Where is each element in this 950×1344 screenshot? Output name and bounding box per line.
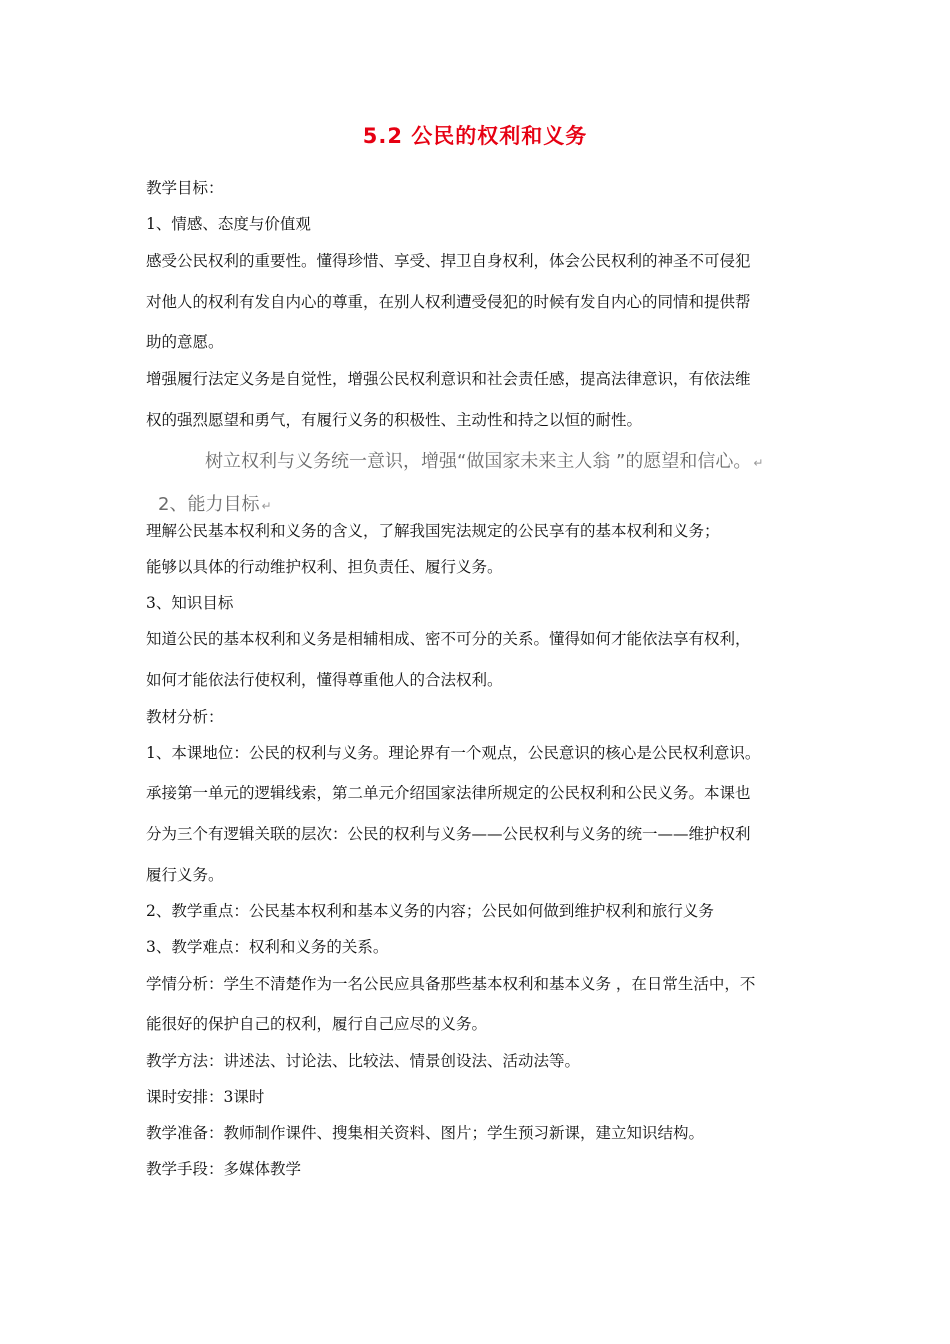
text-line: 能够以具体的行动维护权利、担负责任、履行义务。 [146, 558, 503, 576]
text-line: 教学手段：多媒体教学 [146, 1160, 302, 1178]
text-line: 履行义务。 [146, 866, 224, 884]
text-line: 1、本课地位：公民的权利与义务。理论界有一个观点，公民意识的核心是公民权利意识。 [146, 744, 761, 762]
document-title: 5.2 公民的权利和义务 [362, 124, 588, 148]
return-mark: ↵ [261, 499, 272, 513]
text-line: 如何才能依法行使权利，懂得尊重他人的合法权利。 [146, 671, 503, 689]
text-line: 知道公民的基本权利和义务是相辅相成、密不可分的关系。懂得如何才能依法享有权利， [146, 630, 751, 648]
text-line: 教学方法：讲述法、讨论法、比较法、情景创设法、活动法等。 [146, 1052, 581, 1070]
text-line: 3、知识目标 [146, 594, 234, 612]
text-line: 感受公民权利的重要性。懂得珍惜、享受、捍卫自身权利，体会公民权利的神圣不可侵犯 [146, 252, 751, 270]
text-line: 助的意愿。 [146, 333, 224, 351]
text-line: 2、教学重点：公民基本权利和基本义务的内容；公民如何做到维护权利和旅行义务 [146, 902, 714, 920]
text-line: 课时安排：3课时 [146, 1088, 265, 1106]
text-line: 1、情感、态度与价值观 [146, 215, 311, 233]
text-line: 教学准备：教师制作课件、搜集相关资料、图片；学生预习新课，建立知识结构。 [146, 1124, 705, 1142]
text-line: 3、教学难点：权利和义务的关系。 [146, 938, 389, 956]
text-line: 理解公民基本权利和义务的含义，了解我国宪法规定的公民享有的基本权利和义务； [146, 522, 720, 540]
text-line: 教材分析： [146, 708, 224, 726]
text-line: 对他人的权利有发自内心的尊重，在别人权利遭受侵犯的时候有发自内心的同情和提供帮 [146, 293, 751, 311]
text-line: 增强履行法定义务是自觉性，增强公民权利意识和社会责任感，提高法律意识，有依法维 [146, 370, 751, 388]
return-mark: ↵ [753, 456, 764, 470]
text-line: 权的强烈愿望和勇气，有履行义务的积极性、主动性和持之以恒的耐性。 [146, 411, 643, 429]
image-heading-text: 2、能力目标 [158, 494, 260, 515]
text-line: 分为三个有逻辑关联的层次：公民的权利与义务——公民权利与义务的统一——维护权利 [146, 825, 751, 843]
text-line: 能很好的保护自己的权利，履行自己应尽的义务。 [146, 1015, 488, 1033]
image-text: 树立权利与义务统一意识，增强“做国家未来主人翁 ”的愿望和信心。 [205, 451, 752, 472]
embedded-image-heading [158, 490, 272, 516]
embedded-image-text-line [205, 447, 763, 473]
text-line: 学情分析：学生不清楚作为一名公民应具备那些基本权利和基本义务 ，在日常生活中，不 [146, 975, 756, 993]
text-line: 教学目标： [146, 179, 224, 197]
text-line: 承接第一单元的逻辑线索，第二单元介绍国家法律所规定的公民权利和公民义务。本课也 [146, 784, 751, 802]
